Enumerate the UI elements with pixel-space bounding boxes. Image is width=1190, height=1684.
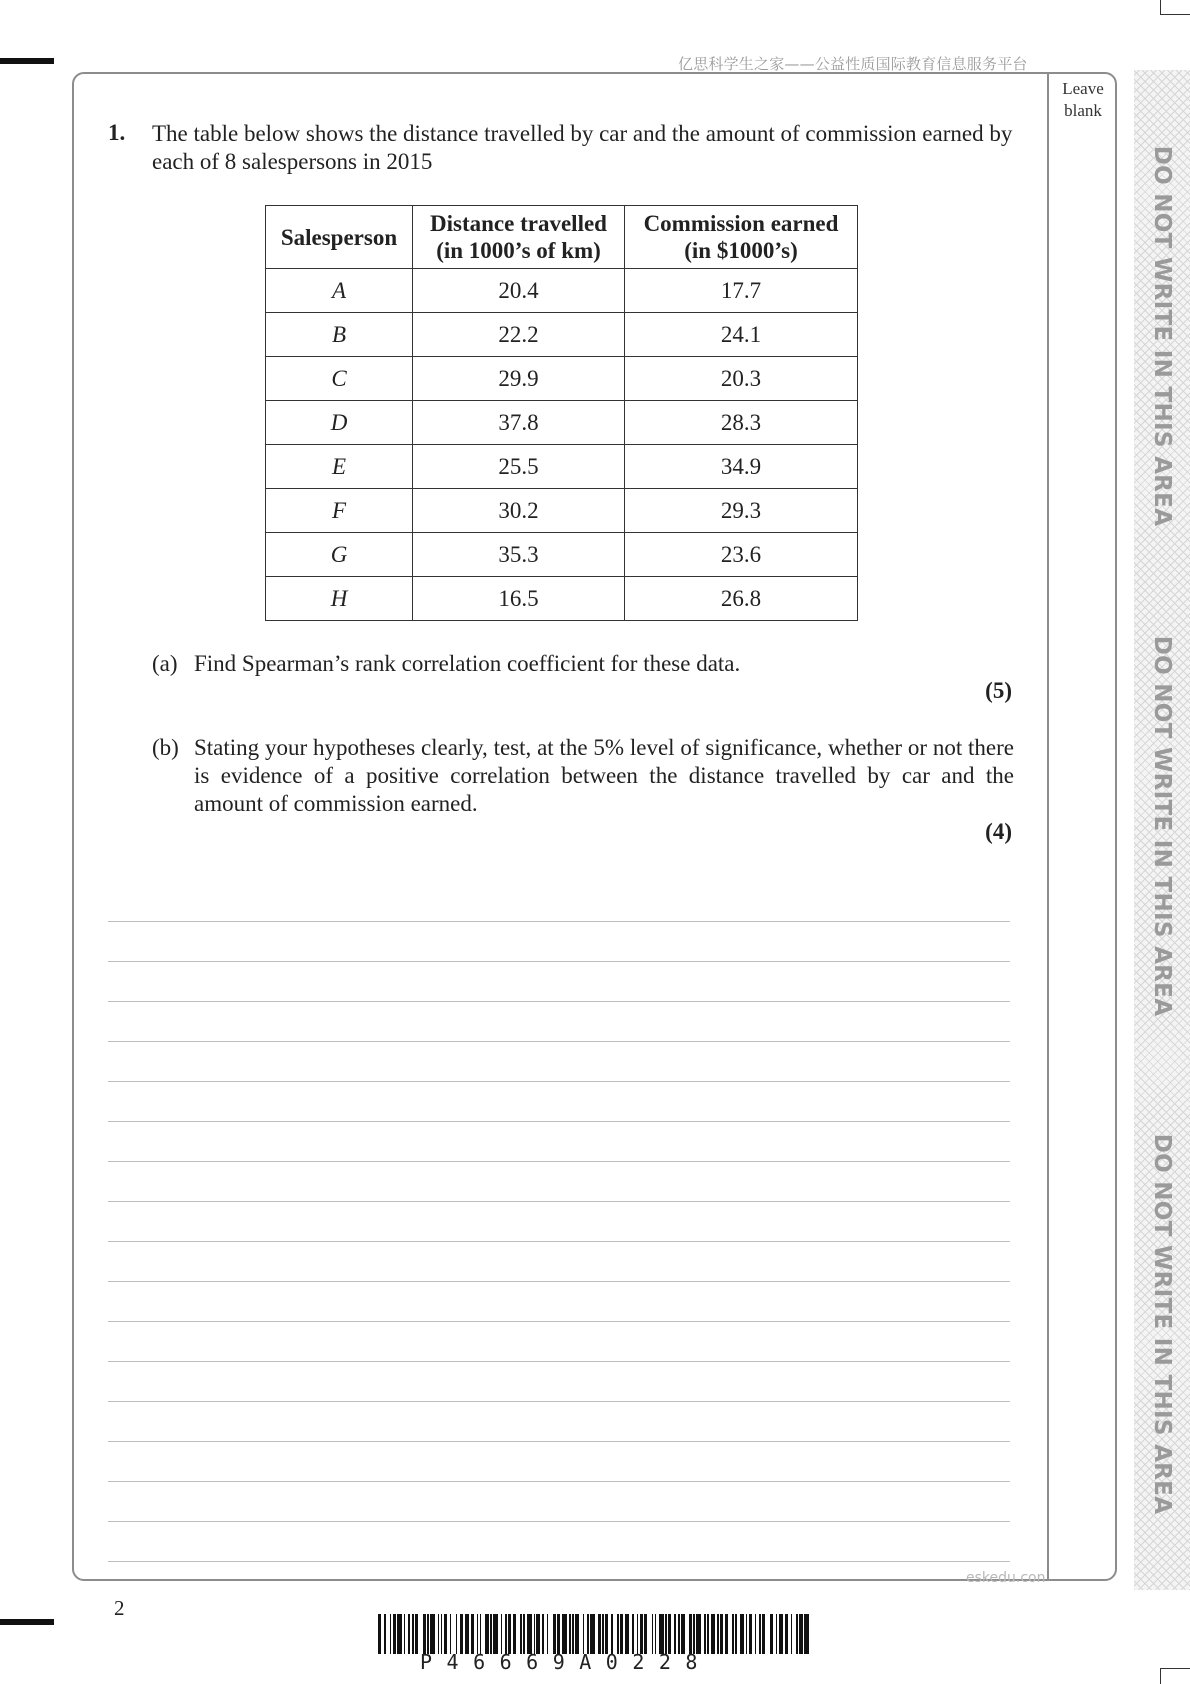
- barcode-bar: [732, 1614, 734, 1654]
- distance-cell: 25.5: [413, 445, 625, 489]
- answer-line[interactable]: [108, 1442, 1010, 1482]
- barcode-bar: [456, 1614, 458, 1654]
- barcode-bar: [493, 1614, 498, 1654]
- barcode-bar: [804, 1614, 809, 1654]
- barcode-bar: [378, 1614, 381, 1654]
- barcode-bar: [637, 1614, 639, 1654]
- distance-cell: 30.2: [413, 489, 625, 533]
- barcode-bar: [707, 1614, 709, 1654]
- commission-cell: 28.3: [625, 401, 858, 445]
- commission-cell: 34.9: [625, 445, 858, 489]
- leave-blank-line-1: Leave: [1062, 79, 1104, 98]
- part-b-marks: (4): [985, 819, 1012, 844]
- header-distance-line-2: (in 1000’s of km): [436, 238, 601, 263]
- salesperson-cell: A: [266, 269, 413, 313]
- barcode-bar: [759, 1614, 761, 1654]
- barcode-bar: [490, 1614, 492, 1654]
- barcode-bar: [553, 1614, 556, 1654]
- answer-line[interactable]: [108, 1282, 1010, 1322]
- barcode-bar: [720, 1614, 723, 1654]
- commission-cell: 17.7: [625, 269, 858, 313]
- part-a-marks: (5): [985, 678, 1012, 703]
- barcode-bar: [779, 1614, 784, 1654]
- barcode-bar: [611, 1614, 613, 1654]
- crop-mark-top-right-horizontal: [1160, 14, 1190, 15]
- header-watermark: 亿思科学生之家——公益性质国际教育信息服务平台: [678, 55, 1028, 73]
- barcode-bar: [770, 1614, 773, 1654]
- barcode-bar: [520, 1614, 522, 1654]
- answer-line[interactable]: [108, 1082, 1010, 1122]
- barcode-bar: [617, 1614, 619, 1654]
- barcode-bar: [755, 1614, 757, 1654]
- answer-line[interactable]: [108, 1122, 1010, 1162]
- crop-mark-bottom-left: [0, 1619, 54, 1625]
- barcode-bar: [583, 1614, 585, 1654]
- barcode-bar: [450, 1614, 452, 1654]
- header-commission-line-2: (in $1000’s): [684, 238, 798, 263]
- commission-cell: 29.3: [625, 489, 858, 533]
- barcode-bar: [620, 1614, 623, 1654]
- barcode-bar: [485, 1614, 488, 1654]
- barcode-bar: [704, 1614, 706, 1654]
- barcode-bar: [562, 1614, 567, 1654]
- crop-mark-bottom-right-horizontal: [1160, 1668, 1190, 1669]
- table-row: [266, 401, 858, 445]
- barcode-bar: [384, 1614, 386, 1654]
- barcode-bar: [796, 1614, 798, 1654]
- barcode-bar: [674, 1614, 676, 1654]
- barcode-bar: [527, 1614, 532, 1654]
- barcode-bar: [575, 1614, 578, 1654]
- header-commission-line-1: Commission earned: [643, 211, 839, 236]
- salesperson-cell: F: [266, 489, 413, 533]
- barcode-bar: [652, 1614, 654, 1654]
- barcode-bar: [689, 1614, 692, 1654]
- site-watermark: eskedu.con: [966, 1570, 1046, 1586]
- table-row: [266, 489, 858, 533]
- header-distance-line-1: Distance travelled: [430, 211, 607, 236]
- answer-line[interactable]: [108, 1002, 1010, 1042]
- distance-cell: 20.4: [413, 269, 625, 313]
- page-number: 2: [114, 1596, 125, 1620]
- answer-area[interactable]: [108, 882, 1010, 1562]
- barcode-bar: [404, 1614, 406, 1654]
- salesperson-cell: H: [266, 577, 413, 621]
- barcode-bar: [471, 1614, 474, 1654]
- barcode-bar: [696, 1614, 701, 1654]
- do-not-write-warning-middle: DO NOT WRITE IN THIS AREA: [1149, 635, 1175, 1017]
- salesperson-cell: C: [266, 357, 413, 401]
- distance-cell: 16.5: [413, 577, 625, 621]
- barcode-bar: [587, 1614, 589, 1654]
- barcode-bar: [762, 1614, 765, 1654]
- table-row: [266, 269, 858, 313]
- do-not-write-warning-bottom: DO NOT WRITE IN THIS AREA: [1149, 1133, 1175, 1515]
- salesperson-table: [265, 205, 858, 621]
- answer-line[interactable]: [108, 1242, 1010, 1282]
- commission-cell: 23.6: [625, 533, 858, 577]
- table-row: [266, 357, 858, 401]
- barcode-bar: [412, 1614, 414, 1654]
- distance-cell: 37.8: [413, 401, 625, 445]
- barcode-bar: [397, 1614, 402, 1654]
- salesperson-cell: E: [266, 445, 413, 489]
- barcode-bar: [791, 1614, 793, 1654]
- barcode-bar: [536, 1614, 539, 1654]
- distance-cell: 22.2: [413, 313, 625, 357]
- table-header-row: [266, 206, 858, 269]
- barcode-bar: [590, 1614, 595, 1654]
- answer-line[interactable]: [108, 1042, 1010, 1082]
- barcode-bar: [659, 1614, 664, 1654]
- part-b-label: (b): [152, 735, 179, 760]
- barcode-bar: [557, 1614, 560, 1654]
- commission-cell: 26.8: [625, 577, 858, 621]
- do-not-write-warning-top: DO NOT WRITE IN THIS AREA: [1149, 145, 1175, 527]
- answer-line[interactable]: [108, 1162, 1010, 1202]
- barcode-bar: [547, 1614, 549, 1654]
- barcode-bar: [572, 1614, 574, 1654]
- leave-blank-line-2: blank: [1064, 101, 1102, 120]
- barcode-bar: [625, 1614, 630, 1654]
- barcode-bar: [681, 1614, 684, 1654]
- barcode-bar: [668, 1614, 671, 1654]
- answer-line[interactable]: [108, 1402, 1010, 1442]
- barcode: [378, 1614, 810, 1654]
- salesperson-cell: B: [266, 313, 413, 357]
- part-a-text: Find Spearman’s rank correlation coefficient for these data.: [194, 651, 741, 676]
- distance-cell: 29.9: [413, 357, 625, 401]
- barcode-bar: [415, 1614, 418, 1654]
- barcode-bar: [542, 1614, 544, 1654]
- answer-line[interactable]: [108, 1362, 1010, 1402]
- crop-mark-bottom-right-vertical: [1160, 1668, 1161, 1684]
- barcode-bar: [785, 1614, 788, 1654]
- barcode-bar: [598, 1614, 601, 1654]
- answer-line[interactable]: [108, 922, 1010, 962]
- header-salesperson-text: Salesperson: [280, 224, 398, 250]
- salesperson-cell: G: [266, 533, 413, 577]
- barcode-bar: [644, 1614, 647, 1654]
- barcode-bar: [735, 1614, 737, 1654]
- barcode-bar: [438, 1614, 440, 1654]
- barcode-bar: [477, 1614, 479, 1654]
- answer-line[interactable]: [108, 962, 1010, 1002]
- barcode-bar: [423, 1614, 426, 1654]
- barcode-bar: [665, 1614, 667, 1654]
- barcode-bar: [655, 1614, 657, 1654]
- answer-line[interactable]: [108, 1202, 1010, 1242]
- crop-mark-top-right-vertical: [1160, 0, 1161, 14]
- barcode-bar: [408, 1614, 410, 1654]
- barcode-bar: [693, 1614, 695, 1654]
- answer-line[interactable]: [108, 1322, 1010, 1362]
- distance-cell: 35.3: [413, 533, 625, 577]
- barcode-bar: [632, 1614, 634, 1654]
- barcode-bar: [430, 1614, 435, 1654]
- answer-line[interactable]: [108, 1482, 1010, 1522]
- barcode-bar: [534, 1614, 536, 1654]
- part-b-text: Stating your hypotheses clearly, test, at the 5% level of significance, whether or not there is evidence of a positive correlation between the distance travelled by car and the amount of commission earned.: [194, 735, 1014, 816]
- commission-cell: 20.3: [625, 357, 858, 401]
- barcode-bar: [523, 1614, 525, 1654]
- header-commission: [625, 206, 858, 269]
- leave-blank-label: [1053, 78, 1113, 122]
- barcode-bar: [444, 1614, 447, 1654]
- barcode-bar: [460, 1614, 463, 1654]
- barcode-bar: [605, 1614, 608, 1654]
- part-a-label: (a): [152, 651, 178, 676]
- crop-mark-top-left: [0, 58, 54, 64]
- barcode-bar: [390, 1614, 392, 1654]
- barcode-bar: [746, 1614, 748, 1654]
- barcode-bar: [465, 1614, 470, 1654]
- table-row: [266, 577, 858, 621]
- barcode-bar: [480, 1614, 482, 1654]
- commission-cell: 24.1: [625, 313, 858, 357]
- barcode-bar: [740, 1614, 745, 1654]
- question-intro: The table below shows the distance travelled by car and the amount of commission earned by each of 8 salespersons in 2015: [152, 121, 1013, 174]
- answer-line[interactable]: [108, 1522, 1010, 1562]
- table-row: [266, 533, 858, 577]
- barcode-bar: [678, 1614, 680, 1654]
- barcode-bar: [508, 1614, 511, 1654]
- barcode-bar: [427, 1614, 429, 1654]
- barcode-bar: [505, 1614, 507, 1654]
- header-salesperson: [266, 206, 413, 269]
- barcode-bar: [501, 1614, 503, 1654]
- table-row: [266, 313, 858, 357]
- leave-blank-margin-line: [1047, 73, 1049, 1580]
- barcode-bar: [513, 1614, 516, 1654]
- table-row: [266, 445, 858, 489]
- barcode-bar: [725, 1614, 728, 1654]
- barcode-bar: [711, 1614, 714, 1654]
- barcode-bar: [776, 1614, 778, 1654]
- barcode-bar: [640, 1614, 643, 1654]
- header-distance: [413, 206, 625, 269]
- barcode-bar: [569, 1614, 571, 1654]
- barcode-bar: [799, 1614, 802, 1654]
- salesperson-cell: D: [266, 401, 413, 445]
- barcode-bar: [602, 1614, 604, 1654]
- barcode-bar: [749, 1614, 752, 1654]
- answer-line[interactable]: [108, 882, 1010, 922]
- barcode-text: P46669A0228: [420, 1650, 712, 1674]
- barcode-bar: [393, 1614, 396, 1654]
- barcode-bar: [441, 1614, 443, 1654]
- barcode-bar: [717, 1614, 719, 1654]
- question-number: 1.: [108, 120, 126, 145]
